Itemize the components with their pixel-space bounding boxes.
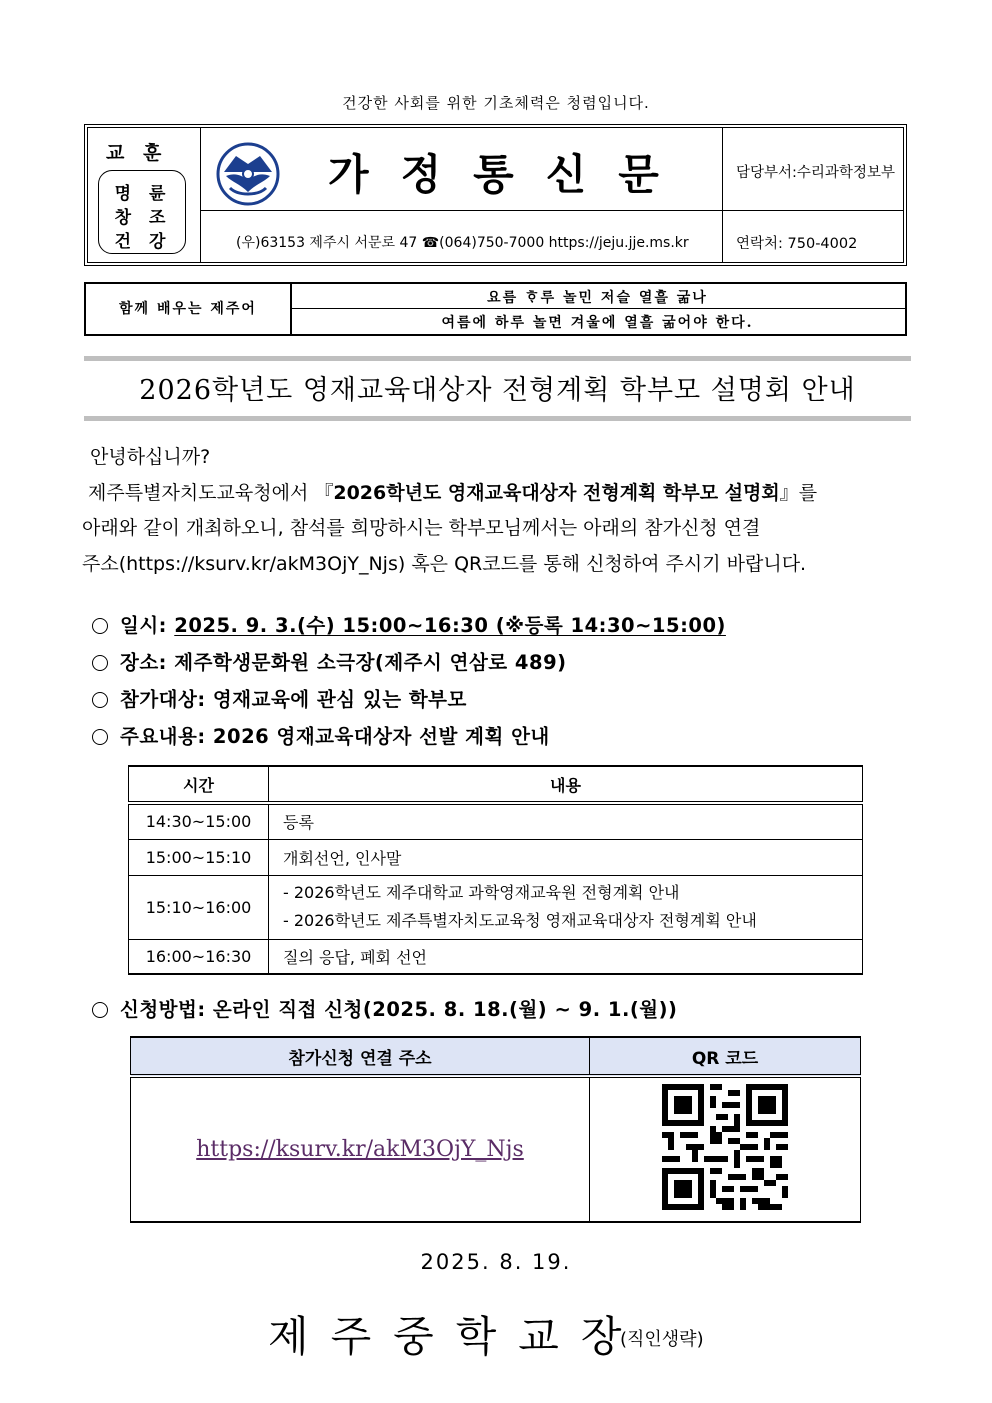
table-row: 16:00~16:30 질의 응답, 폐회 선언 bbox=[129, 939, 863, 974]
apply-header-qr: QR 코드 bbox=[590, 1037, 861, 1076]
motto-line-1: 명 륜 bbox=[114, 184, 172, 204]
table-row: 15:10~16:00 - 2026학년도 제주대학교 과학영재교육원 전형계획 안내 - 2026학년도 제주특별자치도교육청 영재교육대상자 전형계획 안내 bbox=[129, 875, 863, 939]
application-table bbox=[130, 1036, 861, 1223]
jeju-dialect-sentence: 요름 ᄒᆞ루 놀민 저슬 열흘 굶나 bbox=[487, 290, 708, 306]
body-paragraph-line-1: 제주특별자치도교육청에서 『2026학년도 영재교육대상자 전형계획 학부모 설명회』를 bbox=[88, 482, 818, 504]
school-motto-title: 교 훈 bbox=[106, 142, 168, 164]
page-title: 2026학년도 영재교육대상자 전형계획 학부모 설명회 안내 bbox=[139, 375, 856, 406]
apply-method: 신청방법: 온라인 직접 신청(2025. 8. 18.(월) ~ 9. 1.(월)) bbox=[92, 994, 677, 1022]
event-content: 주요내용: 2026 영재교육대상자 선발 계획 안내 bbox=[92, 721, 550, 749]
bullet-circle-icon bbox=[92, 729, 108, 745]
bullet-circle-icon bbox=[92, 618, 108, 634]
signer-name: 제주중학교장 bbox=[268, 1312, 644, 1361]
motto-line-2: 창 조 bbox=[114, 208, 172, 228]
event-target: 참가대상: 영재교육에 관심 있는 학부모 bbox=[92, 684, 467, 712]
jeju-dialect-box bbox=[84, 282, 907, 336]
contact-number: 연락처: 750-4002 bbox=[736, 236, 858, 252]
table-row: 14:30~15:00 등록 bbox=[129, 803, 863, 839]
title-band-top bbox=[84, 356, 911, 361]
bullet-circle-icon bbox=[92, 692, 108, 708]
schedule-table bbox=[128, 765, 863, 975]
school-address: (우)63153 제주시 서문로 47 ☎(064)750-7000 https://jeju.jje.ms.kr bbox=[236, 235, 689, 251]
school-motto-box bbox=[98, 170, 186, 254]
jeju-dialect-label: 함께 배우는 제주어 bbox=[119, 301, 257, 317]
newsletter-title: 가정통신문 bbox=[328, 150, 691, 199]
bullet-circle-icon bbox=[92, 1002, 108, 1018]
issue-date: 2025. 8. 19. bbox=[420, 1250, 572, 1274]
body-paragraph-line-2: 아래와 같이 개최하오니, 참석를 희망하시는 학부모님께서는 아래의 참가신청 연결 bbox=[82, 517, 761, 539]
newsletter-header bbox=[84, 124, 907, 266]
apply-header-url: 참가신청 연결 주소 bbox=[131, 1037, 590, 1076]
body-paragraph-line-3: 주소(https://ksurv.kr/akM3OjY_Njs) 혹은 QR코드를 통해 신청하여 주시기 바랍니다. bbox=[82, 553, 807, 575]
motto-line-3: 건 강 bbox=[114, 232, 172, 252]
greeting: 안녕하십니까? bbox=[90, 446, 211, 468]
schedule-header-time: 시간 bbox=[129, 766, 269, 803]
qr-code-icon[interactable] bbox=[662, 1084, 788, 1210]
department: 담당부서:수리과학정보부 bbox=[736, 165, 895, 181]
event-date: 일시: 2025. 9. 3.(수) 15:00~16:30 (※등록 14:30~15:00) bbox=[92, 610, 726, 638]
seal-omitted-note: (직인생략) bbox=[620, 1329, 704, 1350]
application-link[interactable]: https://ksurv.kr/akM3OjY_Njs bbox=[196, 1137, 524, 1162]
schedule-header-content: 내용 bbox=[269, 766, 863, 803]
title-band-bottom bbox=[84, 416, 911, 421]
motto-line: 건강한 사회를 위한 기초체력은 청렴입니다. bbox=[342, 94, 650, 112]
jeju-standard-sentence: 여름에 하루 놀면 겨울에 열흘 굶어야 한다. bbox=[441, 315, 754, 331]
school-emblem-icon bbox=[216, 142, 280, 206]
event-place: 장소: 제주학생문화원 소극장(제주시 연삼로 489) bbox=[92, 647, 567, 675]
table-row: 15:00~15:10 개회선언, 인사말 bbox=[129, 839, 863, 875]
bullet-circle-icon bbox=[92, 655, 108, 671]
